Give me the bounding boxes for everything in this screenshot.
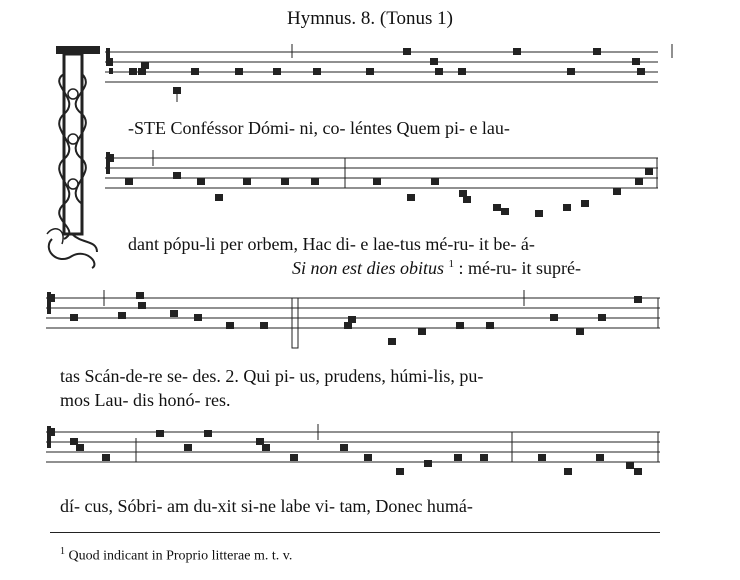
footnote-number: 1: [60, 546, 65, 557]
music-staff-4: [46, 422, 660, 492]
lyrics-line-1: -STE Conféssor Dómi- ni, co- léntes Quem pi- e lau-: [128, 118, 510, 138]
lyrics-line-3-second: mos Lau- dis honó- res.: [60, 390, 231, 410]
hymn-title: Hymnus. 8. (Tonus 1): [287, 8, 453, 29]
alternate-lyrics: : mé-ru- it supré-: [458, 258, 581, 278]
music-staff-1: [105, 44, 658, 114]
lyrics-line-3: tas Scán-de-re se- des. 2. Qui pi- us, prudens, húmi-lis, pu-: [60, 366, 484, 386]
footnote-divider: [50, 532, 660, 533]
alternate-rubric: Si non est dies obitus: [292, 258, 444, 278]
lyrics-line-2-alternate: [292, 258, 581, 279]
footnote-marker: 1: [448, 258, 454, 270]
music-staff-3: [46, 288, 660, 358]
decorated-initial-letter: [42, 44, 102, 270]
footnote-text: Quod indicant in Proprio litterae m. t. v.: [68, 548, 293, 564]
lyrics-line-4: dí- cus, Sóbri- am du-xit si-ne labe vi- tam, Donec humá-: [60, 496, 473, 516]
lyrics-line-2: dant pópu-li per orbem, Hac di- e lae-tus mé-ru- it be- á-: [128, 234, 535, 254]
footnote: [60, 546, 292, 565]
music-staff-2: [105, 148, 658, 218]
